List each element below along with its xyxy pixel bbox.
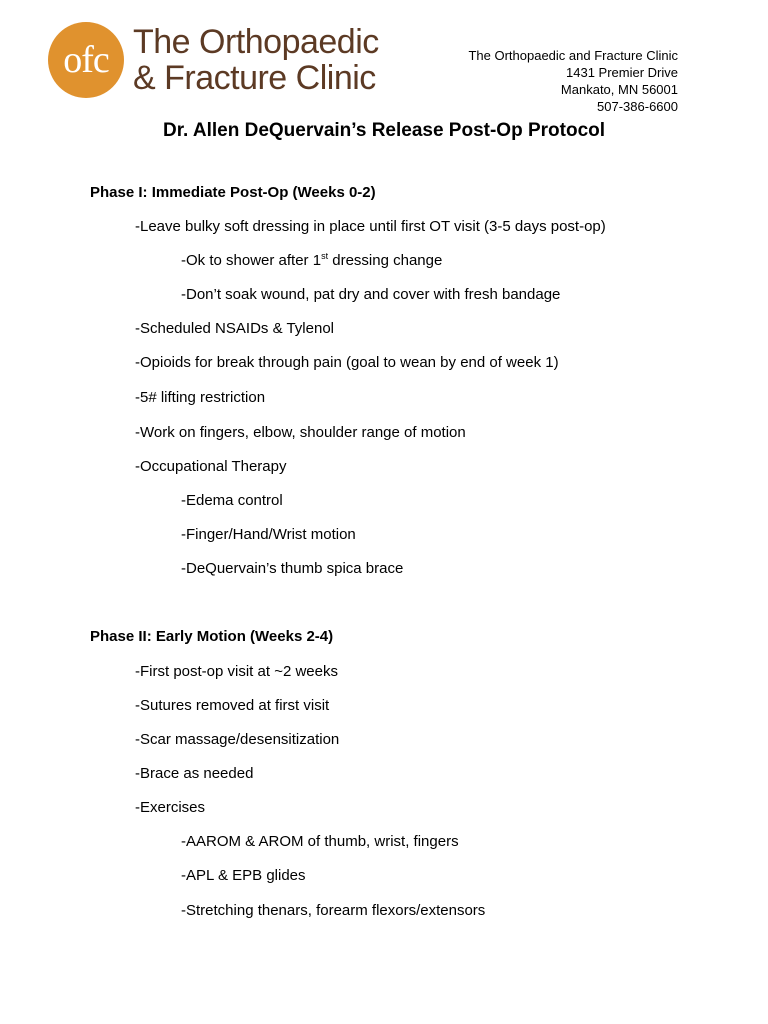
clinic-logo [48,20,418,100]
list-item [181,252,442,270]
list-item: -DeQuervain’s thumb spica brace [181,560,404,577]
address-street: 1431 Premier Drive [566,65,678,80]
list-item: -Edema control [181,492,283,509]
list-item: -Opioids for break through pain (goal to wean by end of week 1) [135,354,559,371]
list-item: -Stretching thenars, forearm flexors/extensors [181,902,486,919]
list-item: -Leave bulky soft dressing in place until first OT visit (3-5 days post-op) [135,218,606,235]
address-name: The Orthopaedic and Fracture Clinic [468,48,678,63]
list-item: -Finger/Hand/Wrist motion [181,526,356,543]
list-item: -5# lifting restriction [135,389,266,406]
list-item-text: dressing change [328,252,443,269]
list-item: -AAROM & AROM of thumb, wrist, fingers [181,833,459,850]
superscript: st [321,251,329,261]
logo-line-1: The Orthopaedic [133,23,379,61]
list-item: -Sutures removed at first visit [135,697,330,714]
list-item: -Don’t soak wound, pat dry and cover with fresh bandage [181,286,561,303]
logo-line-2: & Fracture Clinic [133,59,376,97]
document-title: Dr. Allen DeQuervain’s Release Post-Op Protocol [162,120,606,141]
phase-1-heading: Phase I: Immediate Post-Op (Weeks 0-2) [90,184,376,201]
list-item: -Scar massage/desensitization [135,731,340,748]
logo-mark-text: ofc [63,39,109,81]
clinic-address [468,47,678,115]
list-item-text: -Ok to shower after 1 [181,252,322,269]
address-phone: 507-386-6600 [597,99,678,114]
list-item: -First post-op visit at ~2 weeks [135,663,338,680]
address-city: Mankato, MN 56001 [560,82,678,97]
list-item: -Brace as needed [135,765,254,782]
list-item: -Work on fingers, elbow, shoulder range of motion [135,424,466,441]
list-item: -APL & EPB glides [181,867,306,884]
list-item: -Exercises [135,799,206,816]
list-item: -Occupational Therapy [135,458,287,475]
list-item: -Scheduled NSAIDs & Tylenol [135,320,334,337]
phase-2-heading: Phase II: Early Motion (Weeks 2-4) [90,628,334,645]
logo-wordmark [133,24,379,96]
logo-mark [48,22,124,98]
